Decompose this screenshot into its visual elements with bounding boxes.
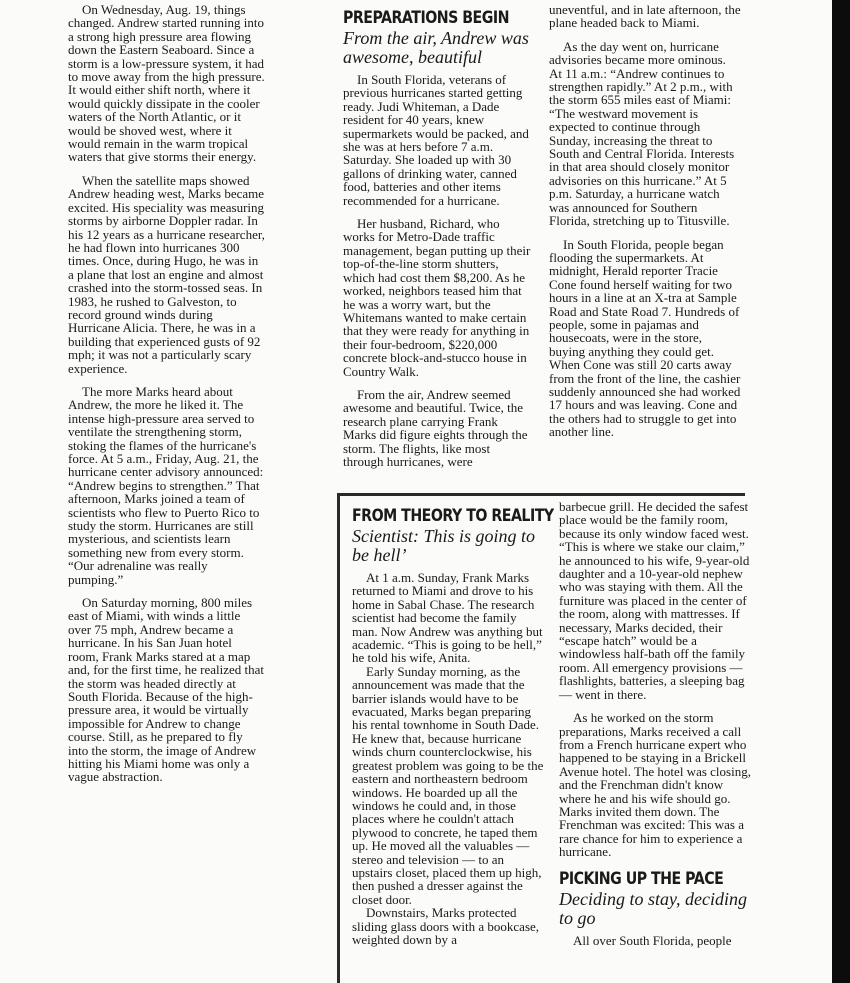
- section-deck: From the air, Andrew was awesome, beautiful: [343, 28, 529, 67]
- section-from-theory-to-reality: [352, 506, 554, 947]
- paragraph: At 1 a.m. Sunday, Frank Marks returned to Miami and drove to his home in Sabal Chase. The research scientist had become the family man. Now Andrew was anything but academic. “This is going to be hell,” he told his wife, Anita.: [352, 570, 543, 666]
- section-headline: PREPARATIONS BEGIN: [343, 8, 509, 27]
- paragraph: All over South Florida, people: [573, 932, 732, 948]
- paragraph: Early Sunday morning, as the announcement was made that the barrier islands would have to be evacuated, Marks began preparing his rental townhome in South Dade. He knew that, because hurricane winds churn counterclockwise, his greatest problem was going to be the eastern and northeastern bedroom windows. He boarded up all the windows he could and, in those places where he couldn't attach plywood to concrete, he taped them up. He moved all the valuables — stereo and television — to an upstairs closet, placed them up high, then pushed a dresser against the closet door.: [352, 663, 544, 907]
- paragraph: Downstairs, Marks protected sliding glass doors with a bookcase, weighted down by a: [352, 905, 540, 947]
- paragraph: On Saturday morning, 800 miles east of Miami, with winds a little over 75 mph, Andrew became a hurricane. In his San Juan hotel room, Frank Marks stared at a map and, for the first time, he realized that the storm was headed directly at South Florida. Because of the high-pressure area, it would be virtually impossible for Andrew to change course. Still, as he prepared to fly into the storm, the image of Andrew hitting his Miami home was only a vague abstraction.: [68, 595, 265, 785]
- section-deck: Scientist: This is going to be hell’: [352, 526, 536, 565]
- article-column-3: [549, 3, 741, 439]
- article-column-1: [68, 3, 265, 794]
- paragraph: barbecue grill. He decided the safest place would be the family room, because its only window faced west. “This is where we stake our claim,” he announced to his wife, 9-year-old daughter and a 10-year-old nephew who was staying with them. All the furniture was placed in the center of the room, along with mattresses. If necessary, Marks decided, their “escape hatch” would be a windowless half-bath off the family room. All emergency provisions — flashlights, batteries, a sleeping bag — went in there.: [559, 499, 750, 702]
- section-preparations-begin: [343, 8, 533, 468]
- article-column-5: [559, 500, 752, 947]
- paragraph: As he worked on the storm preparations, Marks received a call from a French hurricane expert who happened to be staying in a Brickell Avenue hotel. The hotel was closing, and the Frenchman didn't know where he and his wife should go. Marks invited them down. The Frenchman was excited: This was a rare chance for him to experience a hurricane.: [559, 710, 751, 860]
- section-picking-up-the-pace: [559, 869, 752, 947]
- paragraph: Her husband, Richard, who works for Metro-Dade traffic management, began putting up their top-of-the-line storm shutters, which had cost them $8,200. As he worked, neighbors teased him that he was a worry wart, but the Whitemans wanted to make certain that they were ready for anything in their four-bedroom, $220,000 concrete block-and-stucco house in Country Walk.: [343, 216, 531, 379]
- paragraph: On Wednesday, Aug. 19, things changed. Andrew started running into a strong high pressure area flowing down the Eastern Seaboard. Since a storm is a low-pressure system, it had to move away from the high pressure. It would either shift north, where it would quickly dissipate in the cooler waters of the North Atlantic, or it would be shoved west, where it would remain in the warm tropical waters that give storms their energy.: [68, 2, 265, 165]
- paragraph: uneventful, and in late afternoon, the plane headed back to Miami.: [549, 2, 741, 31]
- page-edge-shadow: [832, 0, 850, 983]
- section-headline: FROM THEORY TO REALITY: [352, 506, 554, 525]
- section-divider-rule: [338, 493, 745, 496]
- section-deck: Deciding to stay, deciding to go: [559, 888, 747, 928]
- column-divider-rule: [337, 493, 340, 983]
- paragraph: As the day went on, hurricane advisories became more ominous. At 11 a.m.: “Andrew continues to strengthen rapidly.” At 2 p.m., with the storm 655 miles east of Miami: “The westward movement is expected to continue through Sunday, increasing the threat to South and Central Florida. Interests in that area should closely monitor advisories on this hurricane.” At 5 p.m. Saturday, a hurricane watch was announced for Southern Florida, stretching up to Titusville.: [549, 38, 735, 229]
- paragraph: In South Florida, veterans of previous hurricanes started getting ready. Judi Whiteman, a Dade resident for 40 years, knew supermarkets would be packed, and she was at hers before 7 a.m. Saturday. She loaded up with 30 gallons of drinking water, canned food, batteries and other items recommended for a hurricane.: [343, 72, 529, 208]
- section-headline: PICKING UP THE PACE: [559, 868, 724, 888]
- paragraph: When the satellite maps showed Andrew heading west, Marks became excited. His speciality was measuring storms by airborne Doppler radar. In his 12 years as a hurricane researcher, he had flown into hurricanes 300 times. Once, during Hugo, he was in a plane that lost an engine and almost crashed into the storm-tossed seas. In 1983, he rushed to Galveston, to record ground winds during Hurricane Alicia. There, he was in a building that experienced gusts of 92 mph; it was not a particularly scary experience.: [68, 172, 265, 376]
- paragraph: In South Florida, people began flooding the supermarkets. At midnight, Herald reporter Tracie Cone found herself waiting for two hours in a line at an X-tra at Sample Road and State Road 7. Hundreds of people, some in pajamas and housecoats, were in the store, buying anything they could get. When Cone was still 20 carts away from the front of the line, the cashier suddenly announced she had worked 17 hours and was leaving. Cone and the others had to struggle to get into another line.: [549, 236, 741, 440]
- paragraph: The more Marks heard about Andrew, the more he liked it. The intense high-pressure area served to ventilate the strengthening storm, stoking the flames of the hurricane's force. At 5 a.m., Friday, Aug. 21, the hurricane center advisory announced: “Andrew begins to strengthen.” That afternoon, Marks joined a team of scientists who flew to Puerto Rico to study the storm. Hurricanes are still mysterious, and scientists learn something new from every storm. “Our adrenaline was really pumping.”: [68, 383, 264, 587]
- paragraph: From the air, Andrew seemed awesome and beautiful. Twice, the research plane carrying Frank Marks did figure eights through the storm. The flights, like most through hurricanes, were: [343, 386, 528, 469]
